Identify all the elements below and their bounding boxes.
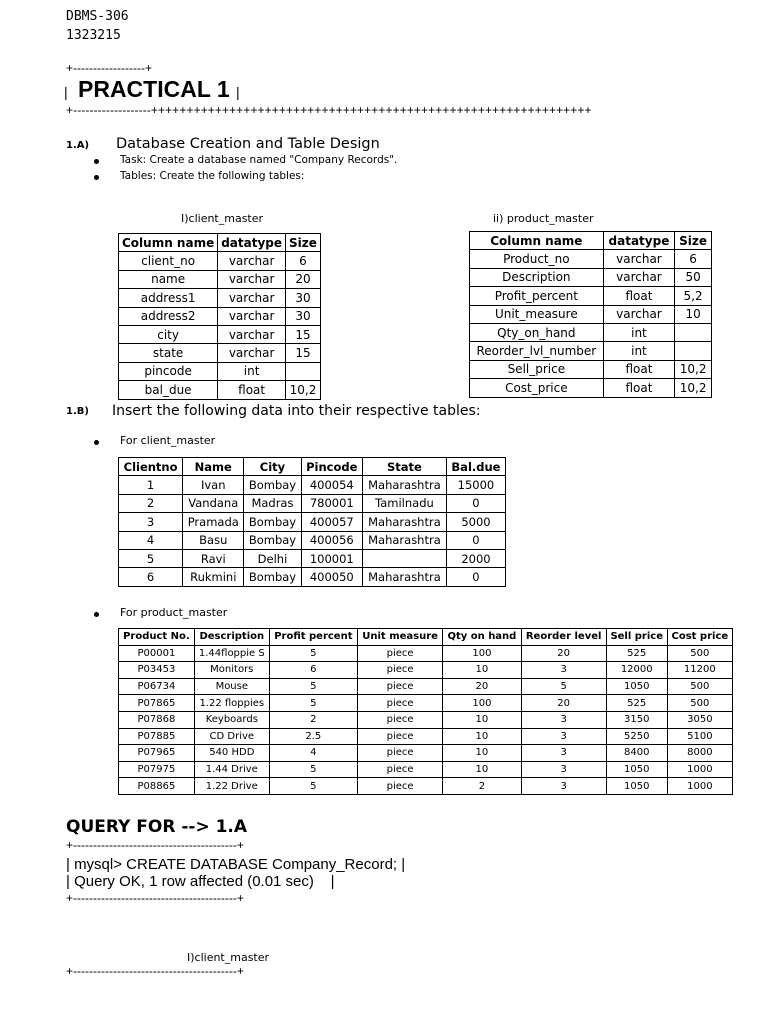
table-cell: 5	[269, 778, 357, 795]
table-header-row	[470, 232, 712, 250]
table-cell: 2	[119, 494, 183, 512]
table-cell: 12000	[606, 662, 667, 679]
table-cell: 2	[269, 711, 357, 728]
table-row	[119, 531, 506, 549]
product-data-table	[118, 628, 733, 795]
table-cell: 20	[286, 270, 321, 288]
bullet	[94, 175, 99, 180]
client-master-design-table	[118, 233, 321, 400]
column-header: datatype	[603, 232, 675, 250]
table-cell: 500	[667, 695, 732, 712]
table-cell: 5,2	[675, 287, 712, 305]
table-cell: Description	[470, 268, 604, 286]
table-cell: 100001	[301, 549, 362, 567]
table-cell: 10	[443, 761, 521, 778]
table-cell: varchar	[218, 270, 286, 288]
table-cell: 1000	[667, 778, 732, 795]
table-cell: Bombay	[244, 568, 301, 586]
table-cell: 4	[269, 745, 357, 762]
table-row	[470, 360, 712, 378]
table-row	[119, 513, 506, 531]
table-row	[470, 287, 712, 305]
table-cell: 3	[521, 711, 606, 728]
table-cell: 100	[443, 695, 521, 712]
table-row	[119, 568, 506, 586]
table-cell: 5250	[606, 728, 667, 745]
section-b-label: 1.B)	[66, 406, 89, 417]
table-cell: varchar	[603, 268, 675, 286]
client-master-caption: I)client_master	[181, 212, 264, 225]
table-row	[119, 761, 733, 778]
table-cell: Mouse	[194, 678, 269, 695]
table-cell: Ravi	[183, 549, 244, 567]
table-cell	[286, 362, 321, 380]
table-cell: Cost_price	[470, 379, 604, 397]
table-cell: 1050	[606, 761, 667, 778]
table-cell: state	[119, 344, 218, 362]
table-cell: piece	[357, 745, 442, 762]
table-cell: 1.22 floppies	[194, 695, 269, 712]
product-data-caption: For product_master	[120, 606, 228, 619]
table-cell: Monitors	[194, 662, 269, 679]
table-cell: 3050	[667, 711, 732, 728]
table-row	[119, 695, 733, 712]
table-cell: piece	[357, 728, 442, 745]
table-row	[119, 662, 733, 679]
column-header: Column name	[470, 232, 604, 250]
table-cell: 10	[443, 728, 521, 745]
table-cell: varchar	[218, 344, 286, 362]
table-cell: Maharashtra	[362, 476, 446, 494]
table-cell: 100	[443, 645, 521, 662]
table-cell: 525	[606, 695, 667, 712]
table-cell: Tamilnadu	[362, 494, 446, 512]
table-cell: 400056	[301, 531, 362, 549]
table-cell: varchar	[218, 252, 286, 270]
table-cell: piece	[357, 778, 442, 795]
table-cell: Unit_measure	[470, 305, 604, 323]
table-cell: 500	[667, 645, 732, 662]
table-row	[119, 745, 733, 762]
table-cell: 3	[521, 778, 606, 795]
table-row	[119, 711, 733, 728]
table-row	[470, 268, 712, 286]
section-a-heading: Database Creation and Table Design	[116, 136, 380, 152]
section-a-label: 1.A)	[66, 140, 90, 151]
table-cell: varchar	[218, 289, 286, 307]
column-header: Pincode	[301, 458, 362, 476]
table-row	[119, 381, 321, 399]
table-cell: 5	[269, 761, 357, 778]
table-cell	[675, 323, 712, 341]
table-cell: 11200	[667, 662, 732, 679]
query-line-1: | mysql> CREATE DATABASE Company_Record; |	[66, 856, 406, 873]
table-cell: float	[218, 381, 286, 399]
table-cell: city	[119, 325, 218, 343]
table-cell: 30	[286, 307, 321, 325]
table-cell: Keyboards	[194, 711, 269, 728]
table-row	[119, 307, 321, 325]
table-cell: 20	[521, 695, 606, 712]
table-cell: P07965	[119, 745, 195, 762]
table-cell: 5	[269, 695, 357, 712]
table-cell: P07868	[119, 711, 195, 728]
table-cell: 15	[286, 344, 321, 362]
table-cell: 3	[521, 662, 606, 679]
table-cell: 4	[119, 531, 183, 549]
column-header: State	[362, 458, 446, 476]
column-header: Description	[194, 629, 269, 646]
table-cell: 1000	[667, 761, 732, 778]
bullet	[94, 612, 99, 617]
column-header: Sell price	[606, 629, 667, 646]
table-cell: P08865	[119, 778, 195, 795]
table-cell: P07865	[119, 695, 195, 712]
table-cell: P07975	[119, 761, 195, 778]
section-b-heading: Insert the following data into their respective tables:	[112, 403, 481, 419]
table-cell: 0	[446, 568, 505, 586]
table-row	[119, 289, 321, 307]
table-cell: address1	[119, 289, 218, 307]
client-data-caption: For client_master	[120, 434, 216, 447]
table-cell: name	[119, 270, 218, 288]
table-cell: Vandana	[183, 494, 244, 512]
table-cell: 1.44floppie S	[194, 645, 269, 662]
column-header: Qty on hand	[443, 629, 521, 646]
table-cell: 5	[119, 549, 183, 567]
query-heading: QUERY FOR --> 1.A	[66, 817, 248, 837]
table-cell: Sell_price	[470, 360, 604, 378]
table-cell: Maharashtra	[362, 568, 446, 586]
table-cell	[675, 342, 712, 360]
footer-caption: I)client_master	[187, 951, 270, 964]
table-cell: 3	[119, 513, 183, 531]
table-cell: 3150	[606, 711, 667, 728]
table-cell: 3	[521, 761, 606, 778]
table-row	[119, 494, 506, 512]
table-row	[470, 323, 712, 341]
table-cell	[362, 549, 446, 567]
table-cell: P00001	[119, 645, 195, 662]
query-border-top: +-----------------------------------------+	[66, 838, 244, 852]
page-title: PRACTICAL 1	[78, 76, 230, 102]
table-cell: P07885	[119, 728, 195, 745]
table-cell: 15	[286, 325, 321, 343]
table-cell: 2	[443, 778, 521, 795]
table-cell: 20	[521, 645, 606, 662]
table-cell: varchar	[603, 250, 675, 268]
table-cell: 1	[119, 476, 183, 494]
table-cell: CD Drive	[194, 728, 269, 745]
table-row	[119, 252, 321, 270]
query-border-bottom: +-----------------------------------------+	[66, 891, 244, 905]
table-row	[119, 362, 321, 380]
column-header: Profit percent	[269, 629, 357, 646]
table-cell: Pramada	[183, 513, 244, 531]
column-header: Clientno	[119, 458, 183, 476]
table-cell: 6	[286, 252, 321, 270]
table-row	[119, 678, 733, 695]
table-cell: 525	[606, 645, 667, 662]
column-header: Name	[183, 458, 244, 476]
client-data-table	[118, 457, 506, 587]
title-pipe-left: |	[64, 84, 68, 100]
table-cell: Madras	[244, 494, 301, 512]
table-row	[119, 325, 321, 343]
table-cell: 50	[675, 268, 712, 286]
table-row	[119, 476, 506, 494]
table-cell: 400050	[301, 568, 362, 586]
table-cell: 400057	[301, 513, 362, 531]
table-cell: 5	[269, 645, 357, 662]
table-cell: 1050	[606, 678, 667, 695]
table-cell: 5	[269, 678, 357, 695]
title-border-bottom: +-------------------++++++++++++++++++++++++++++++++++++++++++++++++++++++++++++++	[66, 103, 592, 117]
table-cell: bal_due	[119, 381, 218, 399]
table-cell: 400054	[301, 476, 362, 494]
column-header: Size	[286, 234, 321, 252]
table-cell: piece	[357, 711, 442, 728]
table-cell: int	[603, 342, 675, 360]
table-cell: Qty_on_hand	[470, 323, 604, 341]
column-header: Unit measure	[357, 629, 442, 646]
table-cell: Maharashtra	[362, 513, 446, 531]
table-cell: client_no	[119, 252, 218, 270]
table-cell: 8000	[667, 745, 732, 762]
table-cell: 780001	[301, 494, 362, 512]
table-row	[470, 379, 712, 397]
task-text: Task: Create a database named "Company Records".	[120, 154, 398, 166]
table-row	[470, 305, 712, 323]
table-cell: 6	[675, 250, 712, 268]
table-cell: piece	[357, 645, 442, 662]
table-row	[119, 270, 321, 288]
table-cell: 3	[521, 745, 606, 762]
table-cell: 500	[667, 678, 732, 695]
table-cell: 2.5	[269, 728, 357, 745]
table-cell: P03453	[119, 662, 195, 679]
table-row	[119, 549, 506, 567]
table-cell: 1.22 Drive	[194, 778, 269, 795]
table-cell: varchar	[218, 325, 286, 343]
query-line-2: | Query OK, 1 row affected (0.01 sec) |	[66, 873, 335, 890]
table-cell: varchar	[603, 305, 675, 323]
title-pipe-right: |	[236, 84, 240, 100]
table-cell: 15000	[446, 476, 505, 494]
bullet	[94, 159, 99, 164]
table-cell: Ivan	[183, 476, 244, 494]
table-cell: P06734	[119, 678, 195, 695]
tables-text: Tables: Create the following tables:	[120, 170, 305, 182]
table-cell: float	[603, 360, 675, 378]
table-header-row	[119, 458, 506, 476]
table-cell: 2000	[446, 549, 505, 567]
column-header: Bal.due	[446, 458, 505, 476]
bullet	[94, 440, 99, 445]
footer-border: +-----------------------------------------+	[66, 964, 244, 978]
table-cell: 30	[286, 289, 321, 307]
table-cell: float	[603, 379, 675, 397]
table-cell: piece	[357, 761, 442, 778]
table-cell: Delhi	[244, 549, 301, 567]
table-cell: 10	[675, 305, 712, 323]
table-cell: 5100	[667, 728, 732, 745]
table-cell: float	[603, 287, 675, 305]
table-cell: Rukmini	[183, 568, 244, 586]
table-cell: 10,2	[286, 381, 321, 399]
column-header: Column name	[119, 234, 218, 252]
table-row	[470, 342, 712, 360]
table-cell: 5	[521, 678, 606, 695]
table-cell: 3	[521, 728, 606, 745]
table-cell: piece	[357, 662, 442, 679]
table-cell: Maharashtra	[362, 531, 446, 549]
table-cell: Profit_percent	[470, 287, 604, 305]
table-row	[119, 778, 733, 795]
table-cell: pincode	[119, 362, 218, 380]
roll-number: 1323215	[66, 28, 121, 43]
table-cell: 5000	[446, 513, 505, 531]
table-header-row	[119, 629, 733, 646]
table-cell: 0	[446, 494, 505, 512]
column-header: Product No.	[119, 629, 195, 646]
table-cell: int	[603, 323, 675, 341]
table-cell: piece	[357, 678, 442, 695]
table-cell: 6	[119, 568, 183, 586]
column-header: Reorder level	[521, 629, 606, 646]
table-cell: address2	[119, 307, 218, 325]
table-row	[119, 344, 321, 362]
product-master-design-table	[469, 231, 712, 398]
table-cell: 10	[443, 711, 521, 728]
table-cell: 20	[443, 678, 521, 695]
table-cell: 540 HDD	[194, 745, 269, 762]
table-cell: varchar	[218, 307, 286, 325]
title-border-top: +------------------+	[66, 61, 152, 75]
column-header: Cost price	[667, 629, 732, 646]
table-cell: int	[218, 362, 286, 380]
table-cell: 1.44 Drive	[194, 761, 269, 778]
table-cell: piece	[357, 695, 442, 712]
table-row	[119, 645, 733, 662]
table-cell: Product_no	[470, 250, 604, 268]
table-cell: Bombay	[244, 513, 301, 531]
product-master-caption: ii) product_master	[493, 212, 594, 225]
table-cell: 6	[269, 662, 357, 679]
table-cell: 8400	[606, 745, 667, 762]
table-cell: 10,2	[675, 360, 712, 378]
table-cell: 10	[443, 745, 521, 762]
table-row	[119, 728, 733, 745]
table-row	[470, 250, 712, 268]
table-cell: 0	[446, 531, 505, 549]
table-cell: Reorder_lvl_number	[470, 342, 604, 360]
table-cell: Bombay	[244, 476, 301, 494]
table-cell: 10	[443, 662, 521, 679]
column-header: Size	[675, 232, 712, 250]
column-header: datatype	[218, 234, 286, 252]
column-header: City	[244, 458, 301, 476]
table-cell: Basu	[183, 531, 244, 549]
course-code: DBMS-306	[66, 9, 129, 24]
table-cell: 1050	[606, 778, 667, 795]
table-header-row	[119, 234, 321, 252]
table-cell: Bombay	[244, 531, 301, 549]
table-cell: 10,2	[675, 379, 712, 397]
